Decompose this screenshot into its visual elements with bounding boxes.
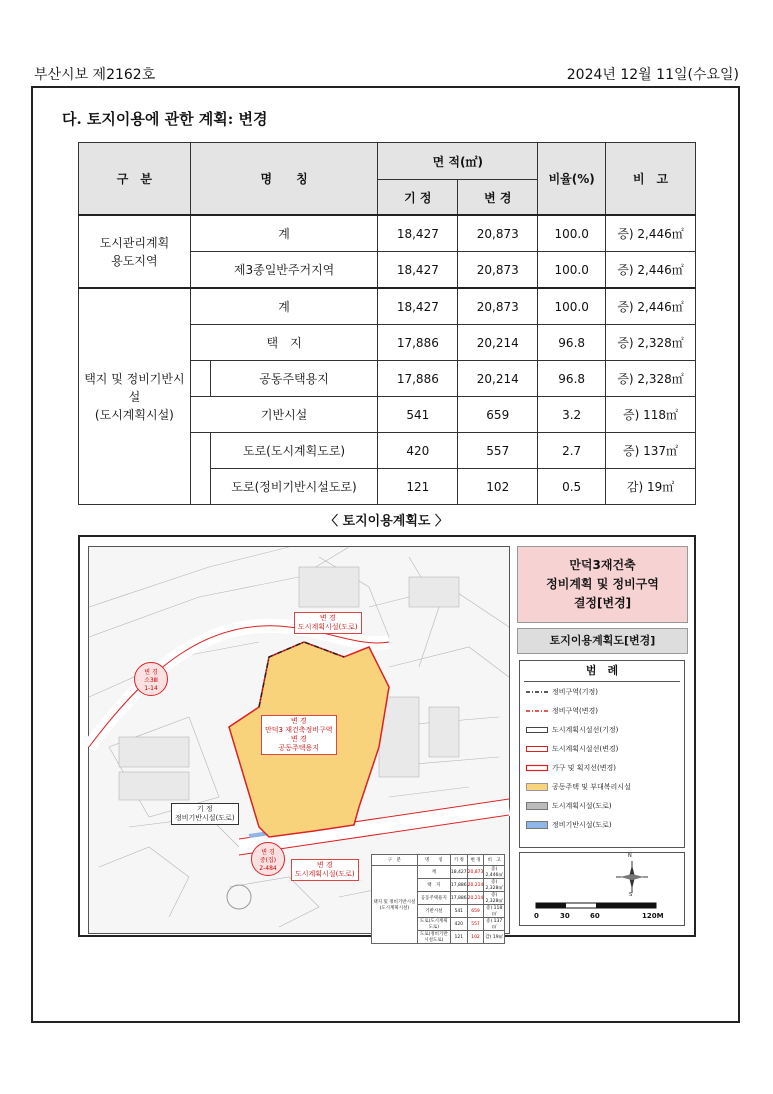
map-caption: 〈 토지이용계획도 〉 <box>325 514 448 529</box>
scale-compass <box>519 852 685 926</box>
col-area: 면 적(㎡) <box>378 143 538 180</box>
map-legend-panel <box>517 546 688 932</box>
map-title: 만덕3재건축 정비계획 및 정비구역 결정[변경] <box>517 546 688 623</box>
row-changed: 20,873 <box>458 288 538 325</box>
south-label: S <box>629 892 633 898</box>
bottom-circle-label: 변 경 중(집) 2-484 <box>251 842 285 876</box>
legend-title: 범 례 <box>524 661 680 682</box>
col-note: 비 고 <box>606 143 696 216</box>
legend <box>519 660 685 848</box>
row-ratio: 3.2 <box>538 397 606 433</box>
row-changed: 20,873 <box>458 215 538 252</box>
row-changed: 557 <box>458 433 538 469</box>
site-label: 변 경 만덕3 재건축정비구역 변 경 공동주택용지 <box>261 715 337 755</box>
group-category: 도시관리계획 용도지역 <box>79 215 191 288</box>
legend-item: 정비기반시설(도로) <box>520 815 684 834</box>
row-ratio: 100.0 <box>538 252 606 289</box>
row-ratio: 2.7 <box>538 433 606 469</box>
col-category: 구 분 <box>79 143 191 216</box>
group-category: 택지 및 정비기반시설 (도시계획시설) <box>79 288 191 505</box>
boundary-changed-icon <box>526 707 548 715</box>
indent-cell <box>190 433 210 469</box>
row-note: 증) 2,446㎡ <box>606 215 696 252</box>
basic-road-label: 기 정 정비기반시설(도로) <box>171 803 239 825</box>
row-changed: 102 <box>458 469 538 505</box>
col-name: 명 칭 <box>190 143 378 216</box>
facility-line-existing-icon <box>526 726 548 734</box>
legend-item: 정비구역(변경) <box>520 701 684 720</box>
land-use-table <box>78 142 696 505</box>
map-figure <box>78 535 696 943</box>
legend-item: 정비구역(기정) <box>520 682 684 701</box>
row-name: 도로(정비기반시설도로) <box>210 469 378 505</box>
row-name: 계 <box>190 288 378 325</box>
map-subtitle: 토지이용계획도[변경] <box>517 628 688 654</box>
infra-road-fill-icon <box>526 821 548 829</box>
row-existing: 541 <box>378 397 458 433</box>
row-ratio: 96.8 <box>538 325 606 361</box>
row-existing: 18,427 <box>378 215 458 252</box>
row-existing: 17,886 <box>378 325 458 361</box>
road-bottom-label: 변 경 도시계획시설(도로) <box>291 859 359 881</box>
col-existing: 기 정 <box>378 180 458 216</box>
row-ratio: 96.8 <box>538 361 606 397</box>
row-note: 증) 2,446㎡ <box>606 252 696 289</box>
row-existing: 121 <box>378 469 458 505</box>
row-ratio: 100.0 <box>538 215 606 252</box>
legend-item: 가구 및 획지선(변경) <box>520 758 684 777</box>
housing-fill-icon <box>526 783 548 791</box>
row-note: 증) 118㎡ <box>606 397 696 433</box>
left-circle-label: 변 경 소3Ⅲ 1-14 <box>134 662 168 696</box>
row-name: 택 지 <box>190 325 378 361</box>
parcel-line-icon <box>526 764 548 772</box>
row-changed: 20,214 <box>458 361 538 397</box>
row-name: 계 <box>190 215 378 252</box>
row-note: 증) 2,328㎡ <box>606 325 696 361</box>
row-changed: 20,873 <box>458 252 538 289</box>
row-existing: 18,427 <box>378 288 458 325</box>
row-existing: 420 <box>378 433 458 469</box>
legend-item: 도시계획시설선(기정) <box>520 720 684 739</box>
land-use-map <box>88 546 510 943</box>
col-ratio: 비율(%) <box>538 143 606 216</box>
row-name: 도로(도시계획도로) <box>210 433 378 469</box>
row-ratio: 0.5 <box>538 469 606 505</box>
bulletin-date: 2024년 12월 11일(수요일) <box>566 67 739 83</box>
scale-30: 30 <box>560 912 570 920</box>
row-changed: 20,214 <box>458 325 538 361</box>
row-changed: 659 <box>458 397 538 433</box>
scale-120: 120M <box>642 912 664 920</box>
row-note: 증) 137㎡ <box>606 433 696 469</box>
row-note: 증) 2,446㎡ <box>606 288 696 325</box>
row-existing: 18,427 <box>378 252 458 289</box>
indent-cell <box>190 469 210 505</box>
row-name: 공동주택용지 <box>210 361 378 397</box>
legend-item: 도시계획시설선(변경) <box>520 739 684 758</box>
boundary-existing-icon <box>526 688 548 696</box>
facility-line-changed-icon <box>526 745 548 753</box>
bulletin-issue: 부산시보 제2162호 <box>34 67 156 83</box>
row-note: 증) 2,328㎡ <box>606 361 696 397</box>
row-ratio: 100.0 <box>538 288 606 325</box>
planned-road-fill-icon <box>526 802 548 810</box>
indent-cell <box>190 361 210 397</box>
scale-60: 60 <box>590 912 600 920</box>
section-title: 다. 토지이용에 관한 계획: 변경 <box>62 110 268 128</box>
row-note: 감) 19㎡ <box>606 469 696 505</box>
col-changed: 변 경 <box>458 180 538 216</box>
legend-item: 공동주택 및 부대복리시설 <box>520 777 684 796</box>
north-arrow-icon <box>616 861 648 893</box>
road-top-label: 변 경 도시계획시설(도로) <box>294 612 362 634</box>
row-name: 기반시설 <box>190 397 378 433</box>
legend-item: 도시계획시설(도로) <box>520 796 684 815</box>
scale-0: 0 <box>534 912 539 920</box>
north-label: N <box>628 853 632 859</box>
row-existing: 17,886 <box>378 361 458 397</box>
row-name: 제3종일반주거지역 <box>190 252 378 289</box>
map-mini-table: 구 분 명 칭 기 정 변 경 비 고 택지 및 정비기반시설 (도시계획시설) 계 18,427 20,873 증) 2,446㎡ 택 지 17,886 20,214 증) 2,328㎡ 공동주택용지 17,886 20,214 증) 2,328㎡ 기반시설 541 659 증) 118㎡ 도로(도시계획도로) 420 557 증) 137㎡ 도로(정비기반시설도로) 121 102 감) 19㎡ <box>371 854 505 944</box>
